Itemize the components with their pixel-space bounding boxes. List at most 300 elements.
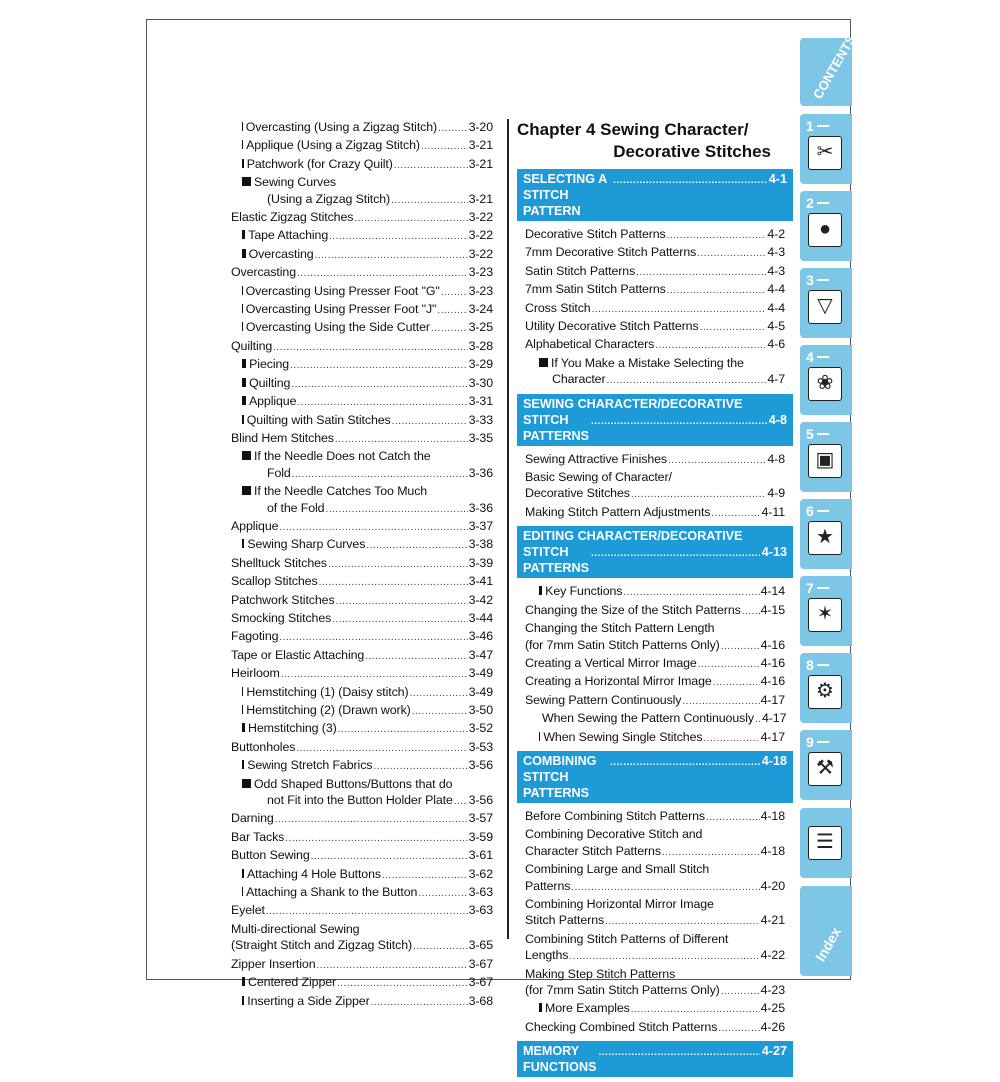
leader-dots (325, 500, 467, 518)
tab-chapter-1[interactable] (800, 114, 852, 184)
toc-entry[interactable] (517, 244, 793, 262)
toc-page-number: 3-53 (468, 739, 493, 754)
leader-dots (662, 843, 760, 861)
toc-page-number: 4-20 (760, 878, 785, 893)
toc-entry-title: Multi-directional Sewing (231, 921, 360, 936)
leader-dots (698, 655, 760, 673)
toc-entry[interactable] (517, 896, 793, 931)
toc-entry-title: Overcasting (231, 265, 297, 280)
toc-entry[interactable] (517, 281, 793, 299)
toc-entry-title: Button Sewing (231, 848, 310, 863)
toc-entry[interactable] (517, 226, 793, 244)
toc-entry-title: Sewing Attractive Finishes (525, 451, 668, 466)
section-title: MEMORY FUNCTIONS (523, 1044, 597, 1075)
square-bullet-icon (242, 451, 251, 460)
leader-dots (336, 592, 468, 610)
tab-number: 9 (806, 734, 829, 750)
tab-chapter-7[interactable] (800, 576, 852, 646)
toc-entry[interactable] (231, 684, 493, 702)
leader-dots (297, 393, 467, 411)
toc-entry-title: Applique (Using a Zigzag Stitch) (246, 138, 420, 153)
toc-page-number: 3-67 (468, 975, 493, 990)
toc-entry[interactable] (231, 518, 493, 536)
toc-entry-title-cont: (Straight Stitch and Zigzag Stitch) (231, 938, 413, 953)
toc-entry-title: Making Stitch Pattern Adjustments (525, 504, 711, 519)
toc-entry-title-cont: (for 7mm Satin Stitch Patterns Only) (525, 637, 720, 652)
leader-dots (337, 974, 468, 992)
section-page-number: 4-27 (761, 1044, 787, 1059)
toc-page-number: 3-59 (468, 829, 493, 844)
toc-entry-title: If You Make a Mistake Selecting the (551, 355, 744, 370)
leader-dots (721, 637, 760, 655)
toc-entry-title-cont: (for 7mm Satin Stitch Patterns Only) (525, 983, 720, 997)
toc-entry[interactable] (517, 808, 793, 826)
leader-dots (394, 156, 468, 174)
leader-dots (329, 227, 467, 245)
square-bullet-icon (242, 723, 245, 732)
documents-icon: ☰ (808, 826, 842, 860)
toc-entry-title-cont: of the Fold (267, 500, 325, 515)
leader-dots (610, 753, 760, 771)
square-bullet-icon (242, 122, 243, 131)
toc-page-number: 3-23 (468, 265, 493, 280)
toc-entry[interactable] (231, 847, 493, 865)
toc-entry-title: Applique (231, 518, 279, 533)
toc-entry[interactable] (231, 483, 493, 518)
leader-dots (365, 647, 467, 665)
toc-entry[interactable] (231, 739, 493, 757)
toc-left-column (231, 119, 493, 1011)
toc-right-column (517, 119, 793, 1082)
toc-entry-title: Satin Stitch Patterns (525, 263, 636, 278)
toc-entry-title: Overcasting (248, 246, 314, 261)
toc-entry-title: Patchwork (for Crazy Quilt) (246, 156, 393, 171)
leader-dots (296, 739, 467, 757)
thread-spool-icon: ● (808, 213, 842, 247)
toc-entry-title: Sewing Sharp Curves (247, 537, 366, 552)
tab-number: 2 (806, 195, 829, 211)
toc-entry-title: Bar Tacks (231, 829, 285, 844)
leader-dots (285, 829, 467, 847)
square-bullet-icon (539, 358, 548, 367)
toc-page-number: 3-42 (468, 592, 493, 607)
leader-dots (281, 665, 468, 683)
toc-entry-title: Hemstitching (3) (248, 721, 337, 736)
square-bullet-icon (242, 869, 244, 878)
toc-page-number: 3-44 (468, 610, 493, 625)
square-bullet-icon (242, 322, 243, 331)
toc-entry[interactable] (517, 692, 793, 710)
tab-chapter-9[interactable] (800, 730, 852, 800)
toc-entry-title: More Examples (545, 1001, 630, 1016)
square-bullet-icon (242, 779, 251, 788)
toc-entry[interactable] (517, 336, 793, 354)
toc-entry[interactable] (231, 430, 493, 448)
toc-entry-title: Hemstitching (1) (Daisy stitch) (246, 684, 409, 699)
toc-entry-title: Hemstitching (2) (Drawn work) (246, 703, 411, 717)
square-bullet-icon (242, 378, 246, 387)
leader-dots (391, 191, 468, 209)
toc-entry[interactable] (517, 1019, 793, 1037)
square-bullet-icon (242, 539, 244, 548)
square-bullet-icon (242, 249, 246, 258)
toc-entry[interactable] (231, 776, 493, 811)
square-bullet-icon (242, 887, 243, 896)
toc-page-number: 4-16 (760, 674, 785, 689)
toc-page-number: 3-25 (468, 320, 493, 335)
section-header[interactable] (517, 1041, 793, 1077)
leader-dots (631, 485, 767, 503)
toc-entry-title: Attaching a Shank to the Button (246, 885, 418, 900)
leader-dots (682, 692, 759, 710)
toc-entry-title: Smocking Stitches (231, 610, 332, 625)
toc-entry-title-cont: Fold (267, 465, 291, 480)
toc-entry-title: Combining Decorative Stitch and (525, 827, 703, 842)
toc-entry[interactable] (517, 318, 793, 336)
toc-entry[interactable] (517, 300, 793, 318)
leader-dots (755, 710, 761, 728)
leader-dots (667, 226, 767, 244)
toc-entry-title: Inserting a Side Zipper (247, 993, 370, 1008)
toc-page-number: 3-50 (468, 703, 493, 717)
leader-dots (706, 808, 760, 826)
toc-page-number: 3-57 (468, 811, 493, 826)
toc-entry[interactable] (517, 931, 793, 966)
square-bullet-icon (242, 177, 251, 186)
toc-entry-title: Sewing Pattern Continuously (525, 692, 682, 707)
toc-page-number: 3-36 (468, 465, 493, 480)
toc-entry-title: Alphabetical Characters (525, 337, 655, 352)
toc-entry[interactable] (517, 504, 793, 522)
section-header[interactable] (517, 751, 793, 803)
section-page-number: 4-13 (761, 545, 787, 560)
leader-dots (413, 937, 468, 955)
toc-entry[interactable] (231, 757, 493, 775)
tab-number: 7 (806, 580, 829, 596)
leader-dots (613, 171, 767, 189)
toc-page-number: 3-31 (468, 394, 493, 409)
toc-entry[interactable] (231, 119, 493, 137)
section-header[interactable] (517, 394, 793, 446)
toc-entry[interactable] (231, 301, 493, 319)
section-header[interactable] (517, 526, 793, 578)
leader-dots (667, 281, 767, 299)
decorated-tshirt-icon: ❀ (808, 367, 842, 401)
toc-entry-title: Creating a Vertical Mirror Image (525, 655, 697, 670)
tab-chapter-3[interactable] (800, 268, 852, 338)
toc-entry-title: Attaching 4 Hole Buttons (246, 866, 381, 881)
toc-entry[interactable] (517, 729, 793, 747)
square-bullet-icon (539, 732, 540, 741)
toc-page-number: 4-23 (760, 983, 785, 997)
toc-entry-title: Buttonholes (231, 739, 296, 754)
toc-page-number: 3-39 (468, 555, 493, 570)
square-bullet-icon (539, 1003, 542, 1012)
leader-dots (607, 371, 767, 389)
toc-entry-title-cont: Patterns (525, 878, 571, 893)
toc-page-number: 4-6 (767, 337, 785, 352)
toc-entry[interactable] (231, 264, 493, 282)
toc-entry[interactable] (517, 583, 793, 601)
leader-dots (421, 137, 468, 155)
leader-dots (438, 119, 468, 137)
toc-page-number: 3-63 (468, 903, 493, 918)
toc-entry[interactable] (517, 861, 793, 896)
leader-dots (319, 573, 468, 591)
square-bullet-icon (242, 415, 244, 424)
section-title-cont: STITCH PATTERNS (523, 545, 589, 576)
toc-entry-title: Combining Horizontal Mirror Image (525, 896, 714, 911)
toc-entry-title: Darning (231, 811, 274, 826)
leader-dots (279, 518, 467, 536)
leader-dots (571, 878, 759, 896)
toc-entry[interactable] (231, 246, 493, 264)
toc-entry[interactable] (231, 974, 493, 992)
chapter-title-line1: Chapter 4 Sewing Character/ (517, 120, 749, 139)
leader-dots (371, 993, 468, 1011)
toc-entry-title: Blind Hem Stitches (231, 430, 334, 445)
toc-entry-title: Combining Large and Small Stitch (525, 862, 710, 877)
toc-page-number: 3-35 (468, 430, 493, 445)
section-header[interactable] (517, 169, 793, 221)
leader-dots (591, 544, 760, 562)
toc-entry[interactable] (231, 610, 493, 628)
toc-page-number: 4-17 (760, 692, 785, 707)
toc-page-number: 4-18 (760, 808, 785, 823)
toc-entry-title: Tape Attaching (248, 228, 329, 243)
toc-page-number: 4-3 (767, 245, 785, 260)
toc-entry-title: Key Functions (545, 584, 623, 599)
toc-entry[interactable] (231, 536, 493, 554)
toc-page-number: 3-38 (468, 537, 493, 552)
toc-entry[interactable] (231, 592, 493, 610)
toc-entry[interactable] (517, 620, 793, 655)
toc-page-number: 3-56 (468, 758, 493, 773)
leader-dots (605, 912, 760, 930)
leader-dots (598, 1043, 759, 1061)
toc-entry-title: 7mm Satin Stitch Patterns (525, 282, 666, 297)
leader-dots (338, 720, 468, 738)
toc-entry-title: Before Combining Stitch Patterns (525, 808, 705, 823)
toc-entry[interactable] (231, 156, 493, 174)
toc-page-number: 4-5 (767, 319, 785, 334)
tab-appendix[interactable] (800, 808, 852, 878)
section-page-number: 4-18 (761, 753, 787, 768)
toc-page-number: 3-24 (468, 302, 493, 317)
leader-dots (332, 610, 467, 628)
toc-entry[interactable] (231, 665, 493, 683)
toc-page-number: 3-62 (468, 866, 493, 881)
section-page-number: 4-1 (768, 172, 787, 186)
square-bullet-icon (242, 286, 243, 295)
tab-chapter-5[interactable] (800, 422, 852, 492)
leader-dots (382, 866, 468, 884)
toc-entry-title-cont: Stitch Patterns (525, 913, 605, 928)
toc-entry[interactable] (231, 647, 493, 665)
tab-chapter-2[interactable] (800, 191, 852, 261)
toc-entry[interactable] (231, 866, 493, 884)
toc-entry-title: Overcasting Using Presser Foot "G" (245, 283, 440, 298)
toc-entry[interactable] (517, 355, 793, 390)
toc-page-number: 3-41 (468, 574, 493, 589)
leader-dots (636, 263, 766, 281)
leader-dots (328, 555, 468, 573)
toc-entry[interactable] (231, 412, 493, 430)
toc-entry-title-cont: Character (552, 372, 606, 387)
section-title: EDITING CHARACTER/DECORATIVE (523, 529, 743, 544)
toc-entry-title-cont: not Fit into the Button Holder Plate (267, 793, 453, 808)
leader-dots (279, 628, 467, 646)
toc-entry[interactable] (517, 710, 793, 728)
toc-entry[interactable] (231, 356, 493, 374)
tab-number: 5 (806, 426, 829, 442)
toc-entry[interactable] (517, 826, 793, 861)
toc-entry[interactable] (231, 375, 493, 393)
toc-entry[interactable] (231, 628, 493, 646)
toc-page-number: 3-49 (468, 684, 493, 699)
toc-entry[interactable] (231, 702, 493, 720)
toc-entry[interactable] (231, 137, 493, 155)
toc-entry[interactable] (231, 810, 493, 828)
tab-index-label: Index (812, 924, 845, 964)
leader-dots (317, 956, 468, 974)
toc-entry[interactable] (231, 993, 493, 1011)
toc-entry-title: 7mm Decorative Stitch Patterns (525, 245, 697, 260)
toc-entry[interactable] (231, 227, 493, 245)
toc-page-number: 3-47 (468, 647, 493, 662)
leader-dots (713, 673, 760, 691)
square-bullet-icon (242, 230, 245, 239)
toc-page-number: 3-20 (468, 120, 493, 134)
toc-entry[interactable] (231, 338, 493, 356)
leader-dots (275, 810, 468, 828)
leader-dots (711, 504, 760, 522)
tab-number: 4 (806, 349, 829, 365)
toc-entry[interactable] (231, 319, 493, 337)
leader-dots (721, 982, 760, 1000)
leader-dots (410, 684, 468, 702)
square-bullet-icon (242, 396, 246, 405)
leader-dots (266, 902, 468, 920)
square-bullet-icon (242, 996, 244, 1005)
leader-dots (631, 1000, 760, 1018)
toc-entry[interactable] (517, 469, 793, 504)
toc-entry-title: Patchwork Stitches (231, 592, 335, 607)
toc-entry[interactable] (231, 902, 493, 920)
leader-dots (668, 451, 766, 469)
toc-entry-title: Combining Stitch Patterns of Different (525, 931, 729, 946)
leader-dots (718, 1019, 759, 1037)
toc-entry-title: Fagoting (231, 629, 279, 644)
tab-number: 1 (806, 118, 829, 134)
leader-dots (700, 318, 767, 336)
toc-page-number: 4-4 (767, 300, 785, 315)
square-bullet-icon (242, 760, 244, 769)
toc-entry-title-cont: Decorative Stitches (525, 486, 630, 501)
toc-entry[interactable] (517, 673, 793, 691)
tab-chapter-8[interactable] (800, 653, 852, 723)
leader-dots (392, 412, 468, 430)
toc-entry-title: Decorative Stitch Patterns (525, 227, 666, 241)
embroidery-frame-icon: ▣ (808, 444, 842, 478)
toc-page-number: 4-17 (760, 729, 785, 744)
toc-entry[interactable] (231, 921, 493, 956)
tab-contents[interactable] (800, 32, 859, 106)
toc-entry[interactable] (231, 283, 493, 301)
toc-entry-title: Sewing Curves (254, 175, 337, 190)
toc-page-number: 4-16 (760, 637, 785, 652)
toc-entry-title-cont: Character Stitch Patterns (525, 843, 661, 858)
toc-entry[interactable] (231, 956, 493, 974)
toc-entry[interactable] (231, 720, 493, 738)
leader-dots (655, 336, 766, 354)
toc-page-number: 3-61 (468, 848, 493, 863)
toc-entry[interactable] (231, 555, 493, 573)
toc-entry-title: Changing the Stitch Pattern Length (525, 621, 715, 636)
sewing-machine-maintenance-icon: ⚙ (808, 675, 842, 709)
toc-entry[interactable] (517, 966, 793, 1001)
toc-entry-title: Shelltuck Stitches (231, 555, 327, 570)
toc-page-number: 3-65 (468, 938, 493, 953)
toc-entry-title: Quilting with Satin Stitches (246, 412, 391, 427)
toc-entry[interactable] (231, 573, 493, 591)
embroidered-tshirt-icon: ★ (808, 521, 842, 555)
toc-page-number: 3-49 (468, 666, 493, 681)
toc-entry[interactable] (231, 884, 493, 902)
square-bullet-icon (242, 486, 251, 495)
toc-page-number: 4-26 (760, 1019, 785, 1034)
square-bullet-icon (242, 140, 243, 149)
toc-entry[interactable] (517, 451, 793, 469)
toc-entry-title: Eyelet (231, 903, 265, 918)
toc-page-number: 3-68 (468, 993, 493, 1008)
toc-entry[interactable] (517, 263, 793, 281)
square-bullet-icon (242, 705, 243, 714)
leader-dots (373, 757, 467, 775)
toc-page-number: 4-8 (767, 451, 785, 466)
toc-page-number: 4-14 (760, 584, 785, 599)
tab-chapter-4[interactable] (800, 345, 852, 415)
toc-page-number: 3-36 (468, 500, 493, 515)
toc-entry-title: Zipper Insertion (231, 956, 316, 971)
toc-entry-title: Creating a Horizontal Mirror Image (525, 674, 712, 689)
square-bullet-icon (539, 586, 542, 595)
toc-entry[interactable] (517, 602, 793, 620)
leader-dots (354, 209, 467, 227)
toc-entry[interactable] (231, 174, 493, 209)
tab-index[interactable] (800, 886, 852, 976)
toc-entry[interactable] (231, 829, 493, 847)
square-bullet-icon (242, 977, 245, 986)
toc-page-number: 3-63 (468, 885, 493, 900)
toc-entry[interactable] (231, 393, 493, 411)
toc-entry-title: Piecing (249, 357, 290, 372)
toc-entry[interactable] (231, 448, 493, 483)
toc-page-number: 3-30 (468, 375, 493, 390)
toc-entry-title: If the Needle Does not Catch the (254, 449, 431, 464)
toc-entry-title: Elastic Zigzag Stitches (231, 210, 354, 225)
toc-entry[interactable] (517, 1000, 793, 1018)
toc-entry-title: Centered Zipper (248, 975, 337, 990)
tab-chapter-6[interactable] (800, 499, 852, 569)
toc-entry[interactable] (231, 209, 493, 227)
square-bullet-icon (242, 304, 243, 313)
square-bullet-icon (242, 159, 244, 168)
toc-page-number: 4-25 (760, 1001, 785, 1016)
leader-dots (418, 884, 467, 902)
toc-entry[interactable] (517, 655, 793, 673)
square-bullet-icon (242, 687, 243, 696)
